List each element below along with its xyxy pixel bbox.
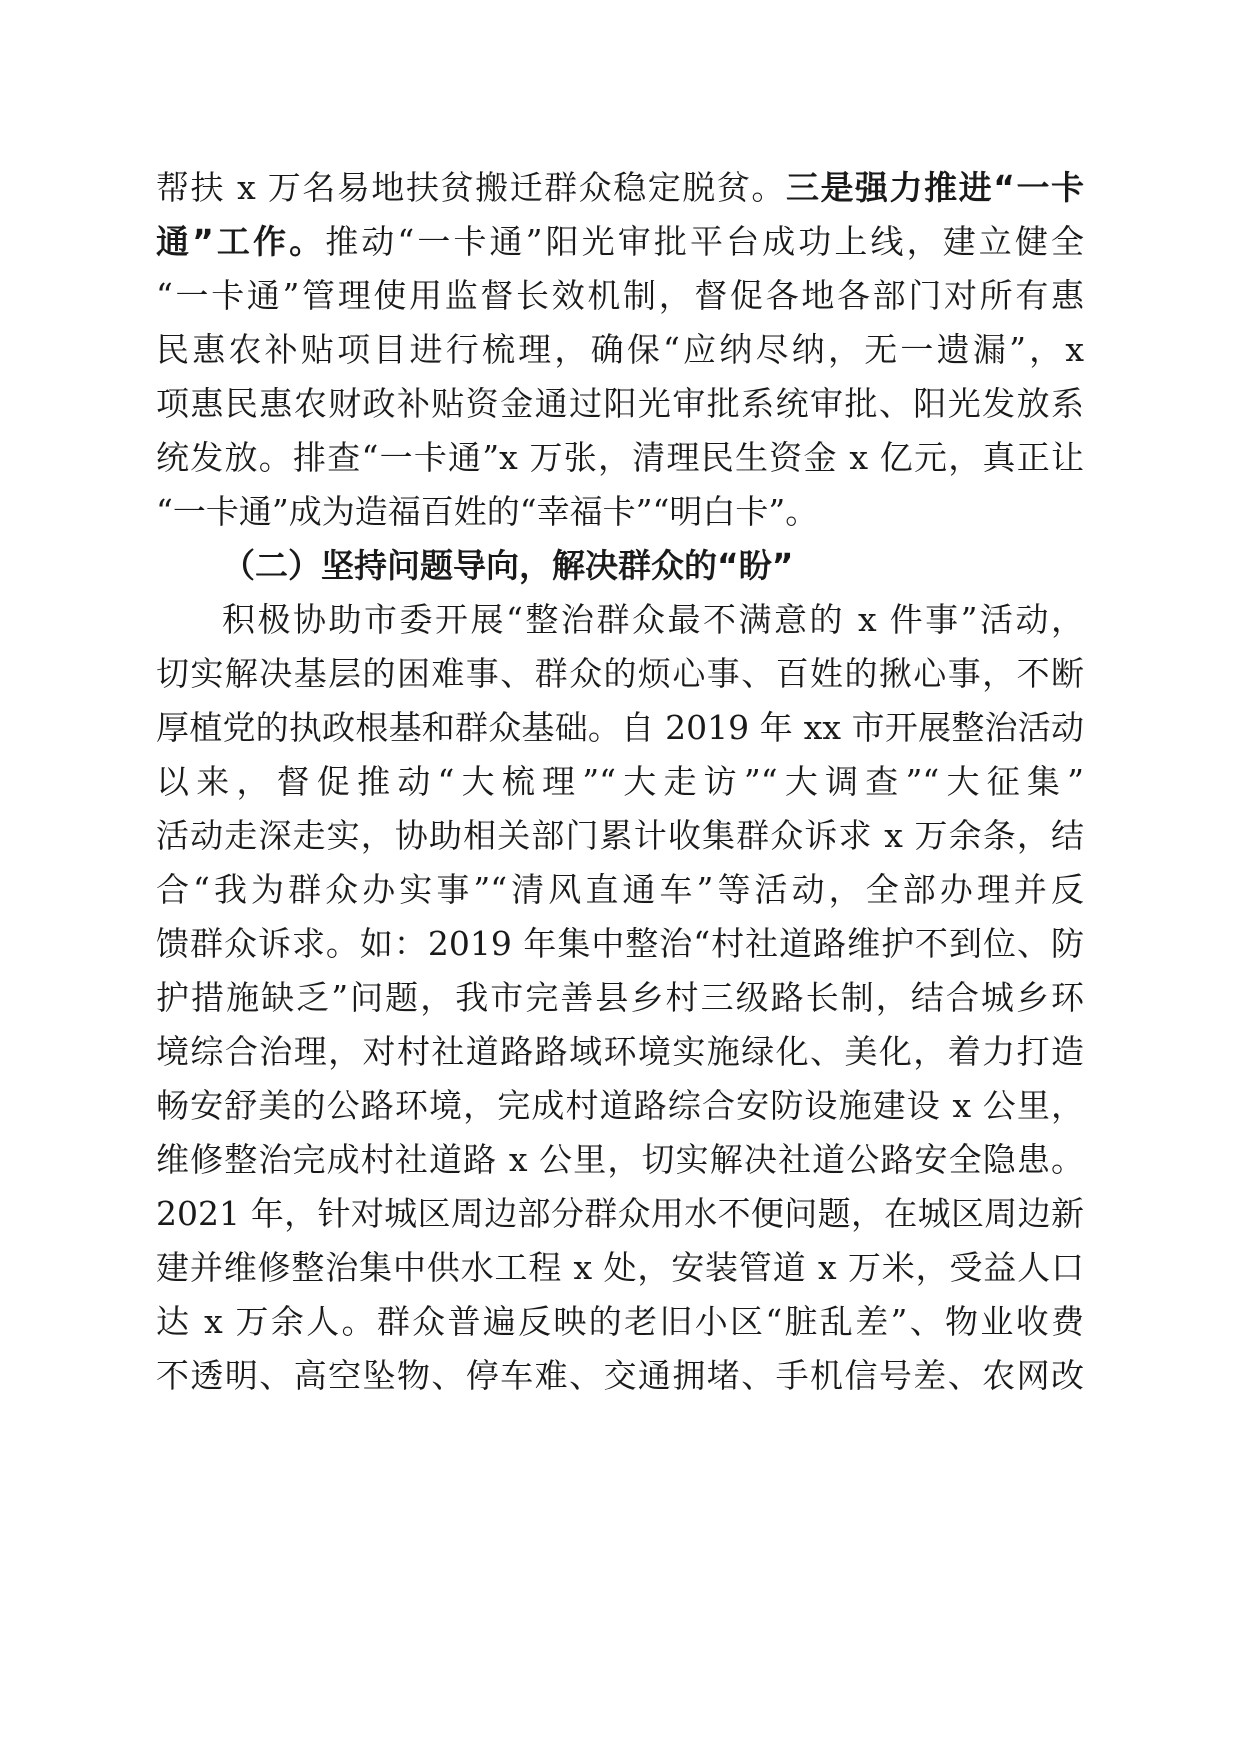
bold-text-run: 通”工作。 bbox=[156, 222, 326, 261]
paragraph-line: 统发放。排查“一卡通”x 万张，清理民生资金 x 亿元，真正让 bbox=[156, 438, 1084, 477]
bold-text-run: 三是强力推进“一卡 bbox=[785, 168, 1084, 207]
text-run: 帮扶 x 万名易地扶贫搬迁群众稳定脱贫。 bbox=[156, 168, 786, 207]
paragraph-line: 2021 年，针对城区周边部分群众用水不便问题，在城区周边新 bbox=[156, 1194, 1084, 1233]
paragraph-line: 活动走深走实，协助相关部门累计收集群众诉求 x 万余条，结 bbox=[156, 816, 1084, 855]
paragraph-line: “一卡通”成为造福百姓的“幸福卡”“明白卡”。 bbox=[156, 492, 819, 531]
paragraph-line: 厚植党的执政根基和群众基础。自 2019 年 xx 市开展整治活动 bbox=[156, 708, 1084, 747]
paragraph-line: 积极协助市委开展“整治群众最不满意的 x 件事”活动， bbox=[222, 600, 1084, 639]
paragraph-line: 不透明、高空坠物、停车难、交通拥堵、手机信号差、农网改 bbox=[156, 1356, 1084, 1395]
text-run: 推动“一卡通”阳光审批平台成功上线，建立健全 bbox=[325, 222, 1084, 261]
paragraph-line: 建并维修整治集中供水工程 x 处，安装管道 x 万米，受益人口 bbox=[156, 1248, 1084, 1287]
paragraph-line: 护措施缺乏”问题，我市完善县乡村三级路长制，结合城乡环 bbox=[156, 978, 1084, 1017]
paragraph-line bbox=[156, 158, 1084, 218]
paragraph-line bbox=[156, 212, 1084, 272]
paragraph-line: 切实解决基层的困难事、群众的烦心事、百姓的揪心事，不断 bbox=[156, 654, 1084, 693]
paragraph-line: “一卡通”管理使用监督长效机制，督促各地各部门对所有惠 bbox=[156, 276, 1084, 315]
paragraph-line: 境综合治理，对村社道路路域环境实施绿化、美化，着力打造 bbox=[156, 1032, 1084, 1071]
paragraph-line: 畅安舒美的公路环境，完成村道路综合安防设施建设 x 公里， bbox=[156, 1086, 1084, 1125]
section-heading: （二）坚持问题导向，解决群众的“盼” bbox=[222, 546, 794, 585]
paragraph-line: 民惠农补贴项目进行梳理，确保“应纳尽纳，无一遗漏”，x bbox=[156, 330, 1084, 369]
paragraph-line: 以来，督促推动“大梳理”“大走访”“大调查”“大征集” bbox=[156, 762, 1084, 801]
paragraph-line: 达 x 万余人。群众普遍反映的老旧小区“脏乱差”、物业收费 bbox=[156, 1302, 1084, 1341]
paragraph-line: 维修整治完成村社道路 x 公里，切实解决社道公路安全隐患。 bbox=[156, 1140, 1084, 1179]
paragraph-line: 馈群众诉求。如：2019 年集中整治“村社道路维护不到位、防 bbox=[156, 924, 1084, 963]
paragraph-line: 合“我为群众办实事”“清风直通车”等活动，全部办理并反 bbox=[156, 870, 1084, 909]
paragraph-line: 项惠民惠农财政补贴资金通过阳光审批系统审批、阳光发放系 bbox=[156, 384, 1084, 423]
